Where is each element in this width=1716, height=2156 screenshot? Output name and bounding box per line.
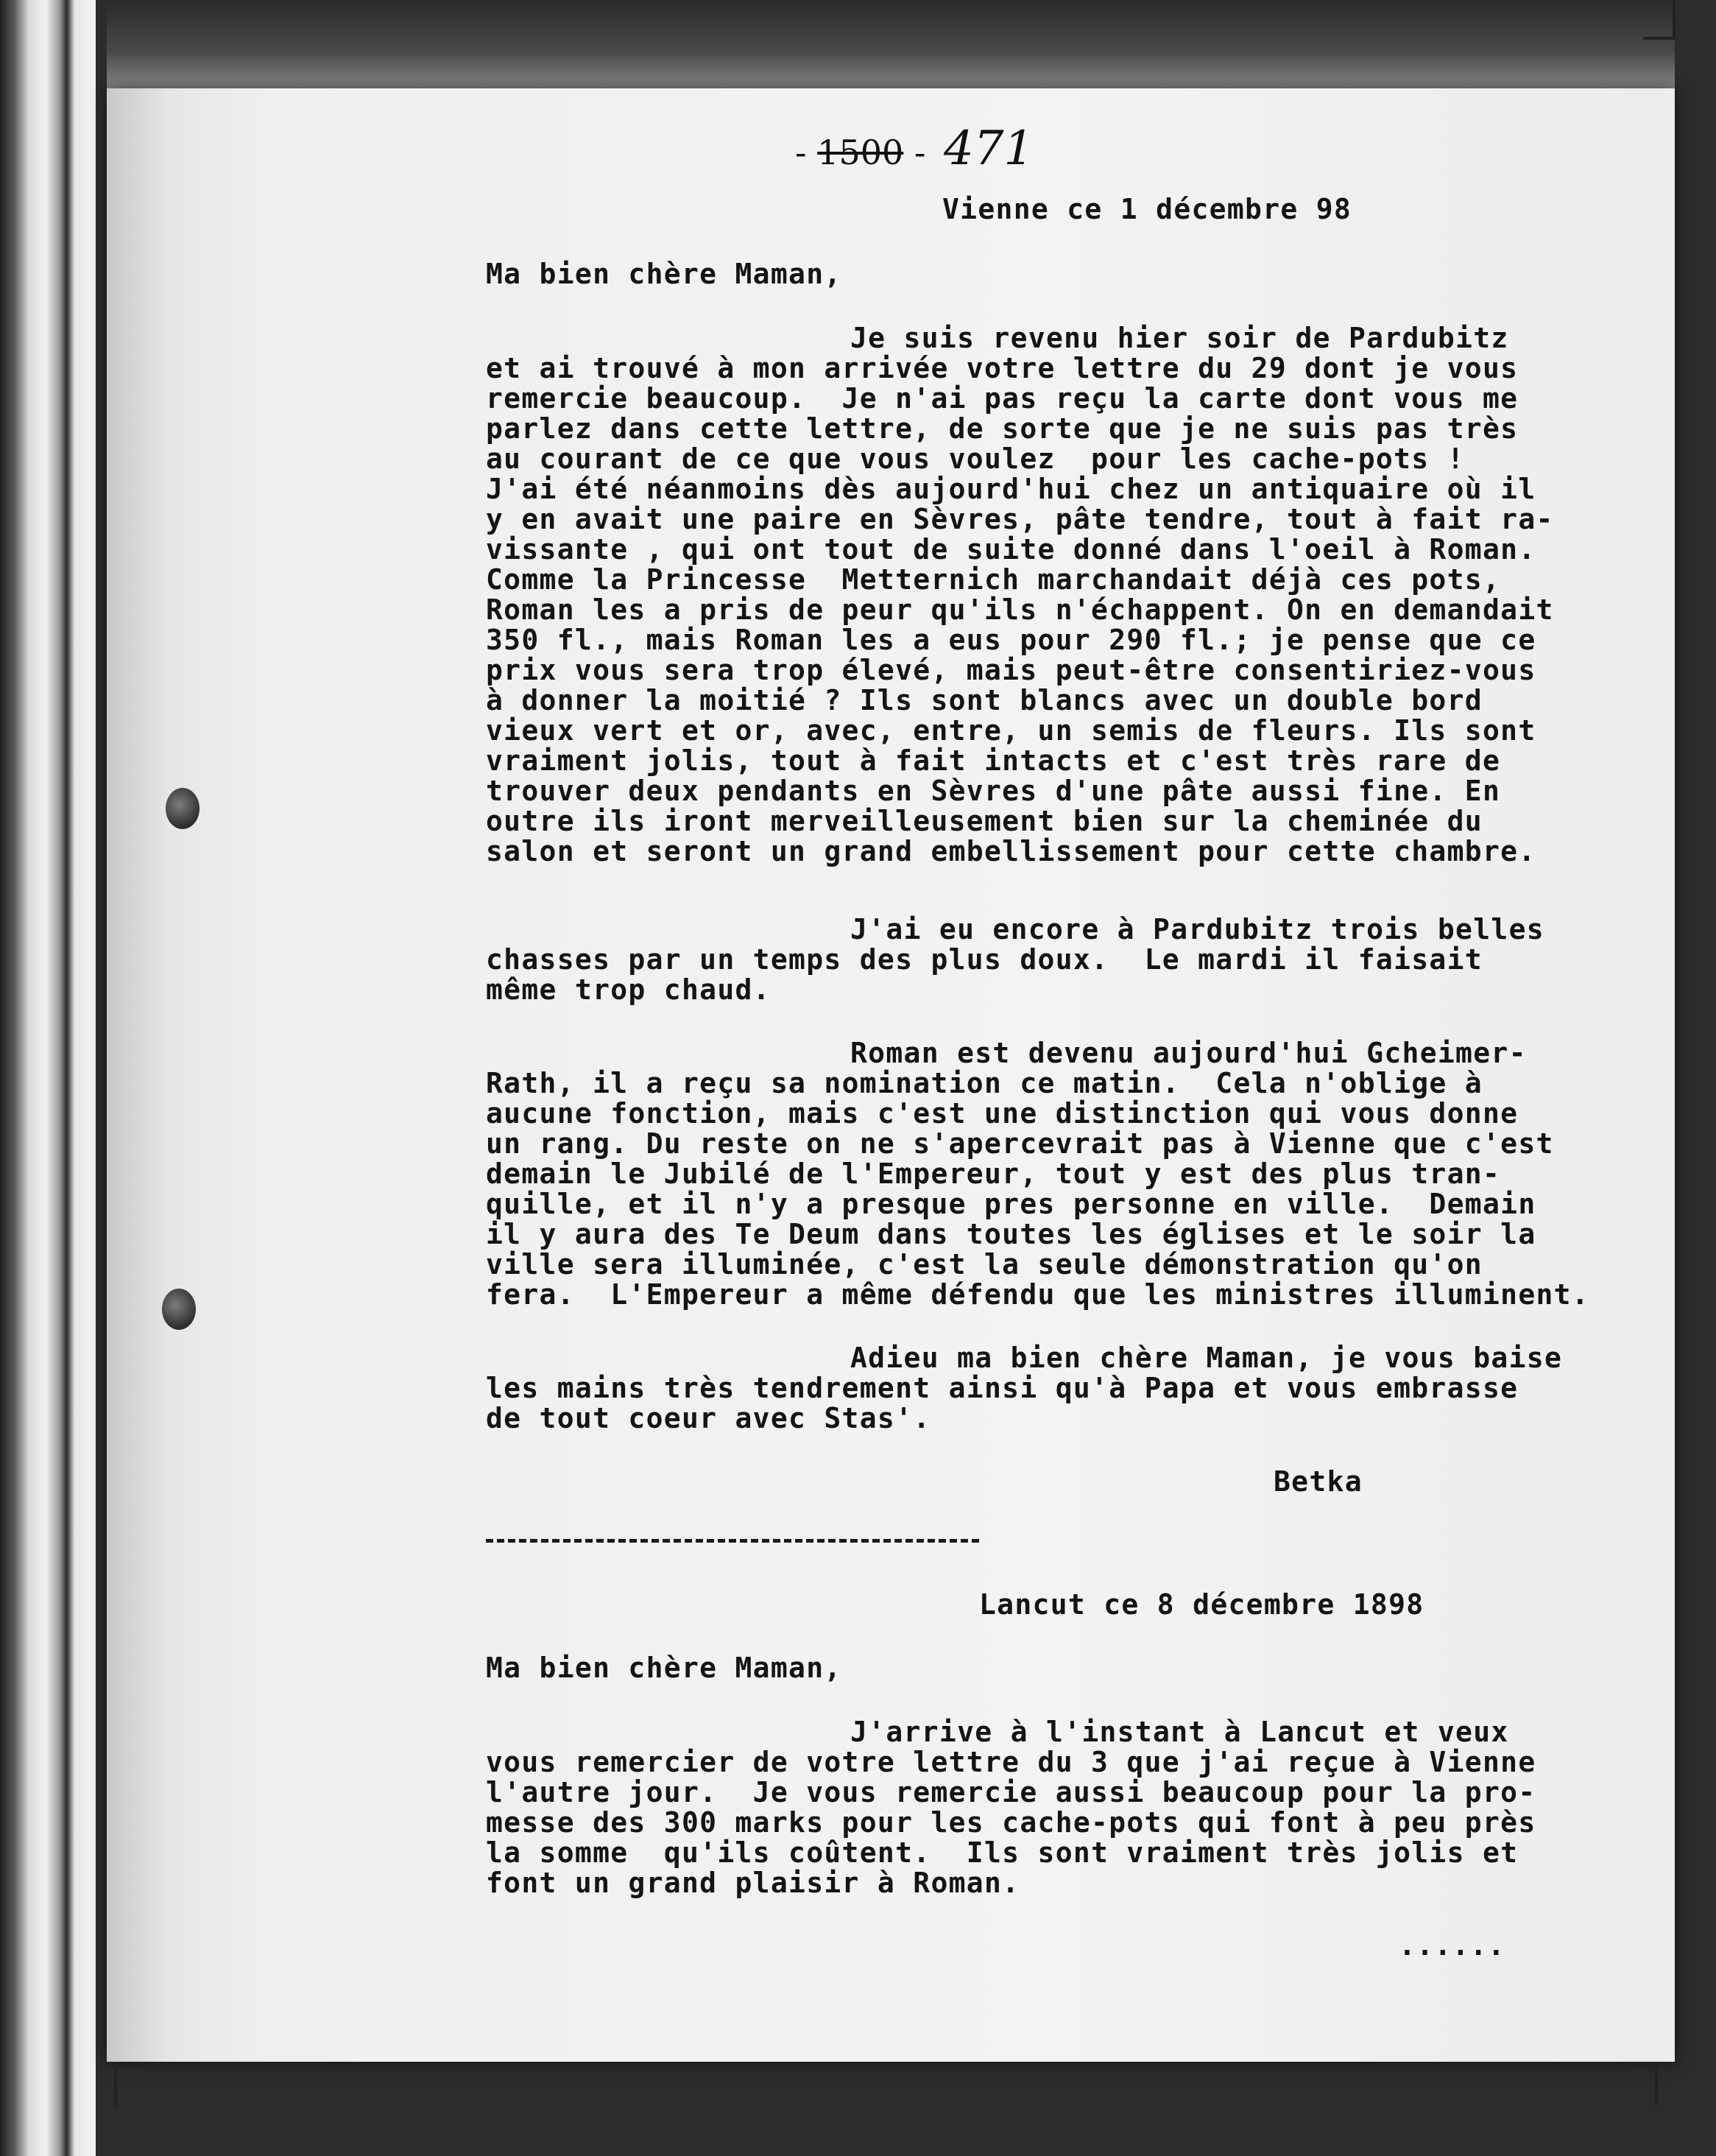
text-line: outre ils iront merveilleusement bien sur la cheminée du xyxy=(486,805,1483,837)
text-line: trouver deux pendants en Sèvres d'une pâte aussi fine. En xyxy=(486,775,1501,807)
text-line: remercie beaucoup. Je n'ai pas reçu la carte dont vous me xyxy=(486,382,1519,415)
text-line: un rang. Du reste on ne s'apercevrait pas à Vienne que c'est xyxy=(486,1127,1554,1160)
text-line: vieux vert et or, avec, entre, un semis de fleurs. Ils sont xyxy=(486,714,1536,747)
punch-hole-lower xyxy=(162,1289,196,1330)
text-line: 350 fl., mais Roman les a eus pour 290 fl.; je pense que ce xyxy=(486,624,1536,656)
page-number: - 1500 - 471 xyxy=(795,121,1034,176)
signature: Betka xyxy=(1274,1465,1363,1498)
text-line: fera. L'Empereur a même défendu que les ministres illuminent. xyxy=(486,1278,1590,1311)
corner-mark-top-right xyxy=(1643,0,1676,40)
text-line: messe des 300 marks pour les cache-pots qui font à peu près xyxy=(486,1806,1536,1839)
text-line: de tout coeur avec Stas'. xyxy=(486,1402,931,1434)
text-line: Adieu ma bien chère Maman, je vous baise xyxy=(850,1342,1563,1374)
handwritten-page-number: 471 xyxy=(944,121,1034,176)
text-line: J'ai été néanmoins dès aujourd'hui chez un antiquaire où il xyxy=(486,473,1536,505)
text-line: Je suis revenu hier soir de Pardubitz xyxy=(850,322,1509,354)
text-line: l'autre jour. Je vous remercie aussi beaucoup pour la pro- xyxy=(486,1776,1536,1808)
text-line: Rath, il a reçu sa nomination ce matin. Cela n'oblige à xyxy=(486,1067,1483,1099)
corner-mark-bottom-left xyxy=(114,2065,146,2105)
text-line: les mains très tendrement ainsi qu'à Papa et vous embrasse xyxy=(486,1372,1519,1404)
text-line: même trop chaud. xyxy=(486,973,771,1006)
salutation-1: Ma bien chère Maman, xyxy=(486,258,842,290)
text-line: Roman est devenu aujourd'hui Gcheimer- xyxy=(850,1037,1527,1069)
scan-top-border xyxy=(107,0,1675,88)
text-line: ville sera illuminée, c'est la seule démonstration qu'on xyxy=(486,1248,1483,1280)
text-line: vissante , qui ont tout de suite donné dans l'oeil à Roman. xyxy=(486,533,1536,566)
text-line: chasses par un temps des plus doux. Le mardi il faisait xyxy=(486,943,1483,976)
text-line: demain le Jubilé de l'Empereur, tout y est des plus tran- xyxy=(486,1158,1501,1190)
text-line: Comme la Princesse Metternich marchandait déjà ces pots, xyxy=(486,563,1501,596)
text-line: font un grand plaisir à Roman. xyxy=(486,1867,1020,1899)
text-line: salon et seront un grand embellissement pour cette chambre. xyxy=(486,835,1536,867)
dateline-1: Vienne ce 1 décembre 98 xyxy=(942,193,1352,225)
text-line: aucune fonction, mais c'est une distinction qui vous donne xyxy=(486,1097,1519,1130)
text-line: il y aura des Te Deum dans toutes les églises et le soir la xyxy=(486,1218,1536,1250)
binder-strip xyxy=(0,0,96,2156)
text-line: prix vous sera trop élevé, mais peut-être consentiriez-vous xyxy=(486,654,1536,686)
text-line: parlez dans cette lettre, de sorte que je ne suis pas très xyxy=(486,412,1519,445)
text-line: au courant de ce que vous voulez pour les cache-pots ! xyxy=(486,443,1465,475)
text-line: J'ai eu encore à Pardubitz trois belles xyxy=(850,913,1544,945)
old-page-number: 1500 xyxy=(817,133,904,172)
salutation-2: Ma bien chère Maman, xyxy=(486,1652,842,1684)
continuation-dots: ...... xyxy=(1399,1929,1506,1962)
text-line: à donner la moitié ? Ils sont blancs avec un double bord xyxy=(486,684,1483,716)
text-line: J'arrive à l'instant à Lancut et veux xyxy=(850,1716,1509,1748)
text-line: et ai trouvé à mon arrivée votre lettre du 29 dont je vous xyxy=(486,352,1519,384)
text-line: Roman les a pris de peur qu'ils n'échappent. On en demandait xyxy=(486,593,1554,626)
text-line: vous remercier de votre lettre du 3 que j'ai reçue à Vienne xyxy=(486,1746,1536,1778)
text-line: la somme qu'ils coûtent. Ils sont vraiment très jolis et xyxy=(486,1836,1519,1869)
dateline-2: Lancut ce 8 décembre 1898 xyxy=(979,1588,1424,1621)
text-line: vraiment jolis, tout à fait intacts et c'est très rare de xyxy=(486,744,1501,777)
text-line: y en avait une paire en Sèvres, pâte tendre, tout à fait ra- xyxy=(486,503,1554,535)
corner-mark-bottom-right xyxy=(1625,2065,1658,2105)
text-line: quille, et il n'y a presque pres personne en ville. Demain xyxy=(486,1188,1536,1220)
punch-hole-upper xyxy=(166,788,200,829)
separator-rule xyxy=(486,1539,979,1543)
